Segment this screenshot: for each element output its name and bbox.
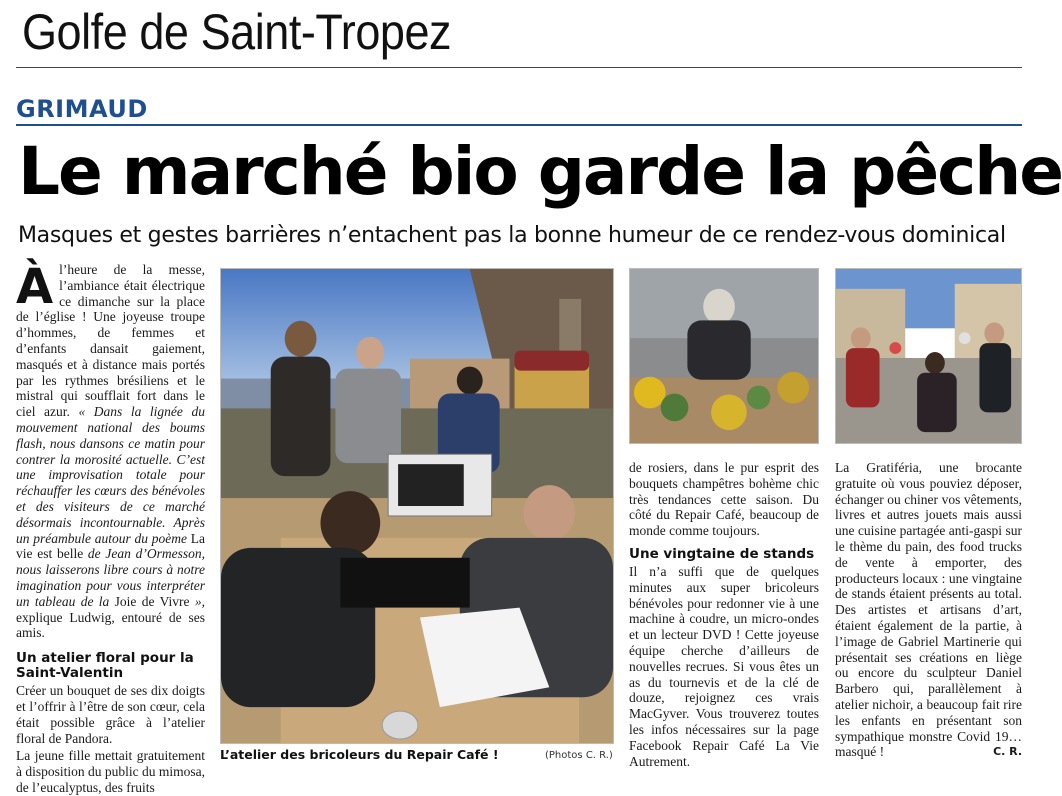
gratiferia-text: La Gratiféria, une brocante gratuite où vous pouviez déposer, échanger ou chiner vos vêtements, livres et autres jouets mais aussi une cuisine partagée anti-gaspi sur le thème du pain, des food trucks de vente à emporter, des producteurs locaux : une vingtaine de stands étaient présents au total. Des artistes et artisans d’art, étaient également de la partie, à l’image de Gabriel Martinerie qui présentait ses créations en liège ou encore du sculpteur Daniel Barbero qui, parallèlement à atelier nichoir, a beaucoup fait rire les enfants en présentant son sympathique monstre Covid 19… masqué ! — [835, 460, 1022, 760]
photo-credit: (Photos C. R.) — [545, 750, 613, 761]
kicker-rule — [16, 124, 1022, 126]
section-header: Golfe de Saint-Tropez — [22, 4, 452, 60]
subheadline: Masques et gestes barrières n’entachent pas la bonne humeur de ce rendez-vous dominical — [18, 223, 1006, 248]
quote-text-2: de Jean d’Ormesson, nous laisserons libre cours à notre imagination pour vous interpréter un tableau de la — [16, 546, 205, 609]
quote-attribution: explique Ludwig, entouré de ses amis. — [16, 609, 205, 641]
poem-title: La vie est belle — [16, 530, 205, 562]
intertitle-stands: Une vingtaine de stands — [629, 545, 815, 562]
paragraph-bricoleurs: Il n’a suffi que de quelques minutes aux super bricoleurs bénévoles pour redonner vie à une machine à coudre, un micro-ondes et un lecteur DVD ! Cette joyeuse équipe cherche d’ailleurs de nouvelles recrues. Si vous êtes un as du tournevis et de la clé de douze, rejoignez ces vrais MacGyver. Vous trouverez toutes les infos nécessaires sur la page Facebook Repair Café La Vie Autrement. — [629, 563, 819, 769]
intro-text: l’heure de la messe, l’ambiance était électrique ce dimanche sur la place de l’église ! Une joyeuse troupe d’hommes, de femmes et d’enfants dansait gaiement, masqués et à distance mais portés par les rythmes brésiliens et le mistral qui soufflait fort dans le ciel azur. — [16, 262, 205, 420]
kicker: GRIMAUD — [16, 95, 148, 123]
article-column-1 — [16, 259, 205, 796]
author-signature: C. R. — [993, 745, 1022, 759]
headline: Le marché bio garde la pêche — [18, 133, 1062, 210]
quote-close: », — [189, 593, 205, 609]
intertitle-floral: Un atelier floral pour la Saint-Valentin — [16, 650, 194, 682]
floral-workshop-photo — [629, 268, 819, 444]
repair-cafe-photo — [221, 269, 613, 743]
paragraph-floral-2: La jeune fille mettait gratuitement à disposition du public du mimosa, de l’eucalyptus, des fruits — [16, 748, 205, 795]
top-rule — [16, 67, 1022, 68]
photo-caption: L’atelier des bricoleurs du Repair Café ! — [220, 747, 499, 762]
paragraph-floral: Créer un bouquet de ses dix doigts et l’offrir à l’être de son cœur, cela était possible grâce à l’atelier floral de Pandora. — [16, 683, 205, 746]
paragraph-gratiferia — [835, 460, 1022, 760]
intro-paragraph — [16, 259, 205, 641]
dancers-photo — [835, 268, 1022, 444]
article-column-2 — [629, 460, 819, 769]
article-column-3 — [835, 460, 1022, 760]
joie-de-vivre: Joie de Vivre — [114, 593, 190, 609]
main-photo — [220, 268, 614, 744]
drop-cap: À — [16, 259, 54, 315]
paragraph-repair-cafe: de rosiers, dans le pur esprit des bouquets champêtres bohème chic très tendances cette saison. Du côté du Repair Café, beaucoup de monde comme toujours. — [629, 460, 819, 539]
quote-text: « Dans la lignée du mouvement national des boums flash, nous dansons ce matin pour contrer la morosité actuelle. C’est une improvisation totale pour réchauffer les cœurs des bénévoles et des visiteurs de ce marché désormais incontournable. Après un préambule autour du poème — [16, 404, 205, 546]
